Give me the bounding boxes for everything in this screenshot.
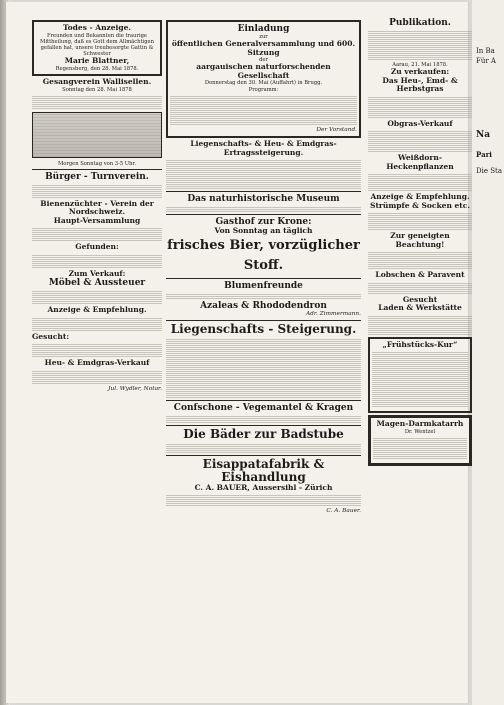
gesucht-title-right: Gesucht bbox=[402, 294, 438, 304]
programm-label: Programm: bbox=[248, 86, 279, 93]
kragen-title: Confschone - Vegemantel & Kragen bbox=[173, 402, 354, 413]
steigerung-lines bbox=[166, 338, 361, 398]
einladung-of: der bbox=[259, 57, 268, 64]
obituary-title: Todes - Anzeige. bbox=[62, 23, 132, 32]
image-caption: Morgen Sonntag von 3-5 Uhr. bbox=[57, 160, 137, 167]
anzeige-title: Anzeige & Empfehlung. bbox=[47, 305, 147, 315]
magen-sub: Dr. Wentzel bbox=[404, 428, 436, 435]
strip-line-1: Für A bbox=[476, 57, 496, 65]
obituary-text: Freunden und Bekannten die traurige Mittheilung, daß es Gott dem Allmächtigen gefallen hat, unsere treubesorgte Gattin & Schwester bbox=[40, 32, 154, 58]
gesucht-title: Gesucht: bbox=[32, 331, 70, 341]
einladung-box bbox=[166, 20, 361, 138]
liegenschaft-title: Liegenschafts- & Heu- & Emdgras-Ertragssteigerung. bbox=[190, 139, 337, 157]
turner-lines bbox=[32, 184, 162, 198]
divider bbox=[166, 400, 361, 401]
weissdorn-lines bbox=[368, 173, 472, 191]
museum-lines bbox=[166, 206, 361, 212]
einladung-title: Einladung bbox=[237, 24, 290, 34]
publikation-lines bbox=[368, 30, 472, 60]
gefunden-lines bbox=[32, 254, 162, 268]
haupt-title: Haupt-Versammlung bbox=[53, 215, 141, 225]
einladung-society: aargauischen naturforschenden Gesellschaft bbox=[196, 62, 331, 80]
heu-title: Heu- & Emdgras-Verkauf bbox=[44, 358, 150, 368]
zuverkaufen-item: Das Heu-, Emd- & Herbstgras bbox=[382, 75, 458, 94]
liegenschaft-lines bbox=[166, 159, 361, 189]
divider bbox=[166, 320, 361, 321]
magen-box bbox=[368, 415, 472, 466]
newspaper-page bbox=[6, 2, 468, 703]
heu-lines bbox=[32, 370, 162, 384]
bauer-lines bbox=[166, 494, 361, 506]
museum-title: Das naturhistorische Museum bbox=[187, 194, 340, 205]
laden-title: Laden & Werkstätte bbox=[378, 303, 462, 313]
gesucht-lines bbox=[32, 343, 162, 357]
gesang-title: Gesangverein Wallisellen. bbox=[42, 77, 152, 87]
obituary-box bbox=[32, 20, 162, 76]
publikation-title: Publikation. bbox=[389, 18, 451, 28]
loebschen-lines bbox=[368, 282, 472, 294]
left-column bbox=[32, 18, 162, 393]
einladung-date: Donnerstag den 30. Mai (Auffahrt) in Brugg. bbox=[204, 80, 323, 87]
magen-inner bbox=[371, 418, 469, 463]
badstube-title: Die Bäder zur Badstube bbox=[183, 426, 344, 441]
frisches-bier: frisches Bier, vorzüglicher Stoff. bbox=[167, 237, 360, 273]
middle-column bbox=[166, 18, 361, 515]
blumen-sig: Adr. Zimmermann. bbox=[305, 310, 361, 317]
kragen-lines bbox=[166, 415, 361, 423]
gesang-text: Sonntag den 28. Mai 1878 bbox=[62, 86, 132, 93]
fruehstueck-box bbox=[368, 337, 472, 414]
publikation-date: Aarau, 21. Mai 1878. bbox=[392, 62, 448, 68]
obituary-date: Regensberg, den 28. Mai 1878. bbox=[55, 65, 139, 72]
bauer-line: C. A. BAUER, Aussersihl - Zürich bbox=[194, 482, 333, 492]
strip-line-4: Die Sta bbox=[476, 167, 503, 175]
weissdorn-title: Weißdorn-Heckenpflanzen bbox=[386, 153, 454, 171]
zum-verkauf-title: Zum Verkauf: bbox=[68, 268, 126, 278]
gesang-body-lines bbox=[32, 95, 162, 109]
haupt-lines bbox=[32, 227, 162, 241]
adjacent-page-strip bbox=[472, 0, 504, 705]
divider bbox=[32, 169, 162, 170]
anzeige-lines bbox=[32, 317, 162, 331]
gasthof-title: Gasthof zur Krone: bbox=[215, 217, 312, 228]
blumen-lines bbox=[166, 293, 361, 299]
turner-title: Bürger - Turnverein. bbox=[45, 171, 149, 182]
steigerung-title: Liegenschafts - Steigerung. bbox=[170, 321, 357, 336]
zuverkaufen-title: Zu verkaufen: bbox=[390, 67, 450, 77]
gesang-block bbox=[32, 78, 162, 109]
divider bbox=[166, 425, 361, 426]
magen-lines bbox=[373, 437, 467, 459]
eisappa-title: Eisappatafabrik & Eishandlung bbox=[202, 456, 325, 484]
einladung-main: öffentlichen Generalversammlung und 600. Sitzung bbox=[171, 39, 356, 57]
laden-lines bbox=[368, 315, 472, 335]
einladung-sub: zur bbox=[259, 34, 268, 40]
fruehstueck-lines bbox=[372, 351, 468, 407]
beachtung-title: Zur geneigten Beachtung! bbox=[390, 231, 450, 249]
obituary-name: Marie Blattner, bbox=[64, 56, 130, 66]
blumen-title: Blumenfreunde bbox=[224, 280, 303, 291]
empfehlung-title: Anzeige & Empfehlung. bbox=[370, 192, 470, 202]
strip-line-0: In Ba bbox=[476, 47, 495, 55]
moebel-title: Möbel & Aussteuer bbox=[48, 278, 146, 289]
left-signature: Jul. Wydler, Notar. bbox=[108, 385, 162, 392]
fruehstueck-title: „Frühstücks-Kur“ bbox=[382, 339, 458, 349]
strumpfe-lines bbox=[368, 212, 472, 230]
zuverkaufen-lines bbox=[368, 96, 472, 118]
advert-illustration bbox=[32, 112, 162, 158]
gefunden-title: Gefunden: bbox=[75, 242, 119, 252]
magen-title: Magen-Darmkatarrh bbox=[376, 419, 464, 429]
obgras-title: Obgras-Verkauf bbox=[387, 118, 453, 128]
divider bbox=[166, 214, 361, 215]
gasthof-sub: Von Sonntag an täglich bbox=[214, 226, 313, 236]
badstube-lines bbox=[166, 443, 361, 453]
divider bbox=[166, 278, 361, 279]
bienen-title: Bienenzüchter - Verein der Nordschweiz. bbox=[40, 198, 154, 217]
right-column bbox=[368, 18, 472, 466]
bauer-sig: C. A. Bauer. bbox=[326, 508, 361, 515]
strumpfe-title: Strümpfe & Socken etc. bbox=[370, 200, 470, 210]
strip-line-2: Na bbox=[476, 130, 491, 140]
beachtung-lines bbox=[368, 251, 472, 269]
strip-line-3: Pari bbox=[476, 150, 492, 159]
vorstand-sig: Der Vorstand. bbox=[316, 126, 357, 133]
einladung-lines bbox=[170, 95, 357, 125]
moebel-lines bbox=[32, 290, 162, 304]
divider bbox=[166, 455, 361, 456]
divider bbox=[166, 191, 361, 192]
obgras-lines bbox=[368, 130, 472, 152]
azaleas: Azaleas & Rhododendron bbox=[200, 300, 327, 311]
loebschen-title: Lobschen & Paravent bbox=[375, 270, 465, 280]
